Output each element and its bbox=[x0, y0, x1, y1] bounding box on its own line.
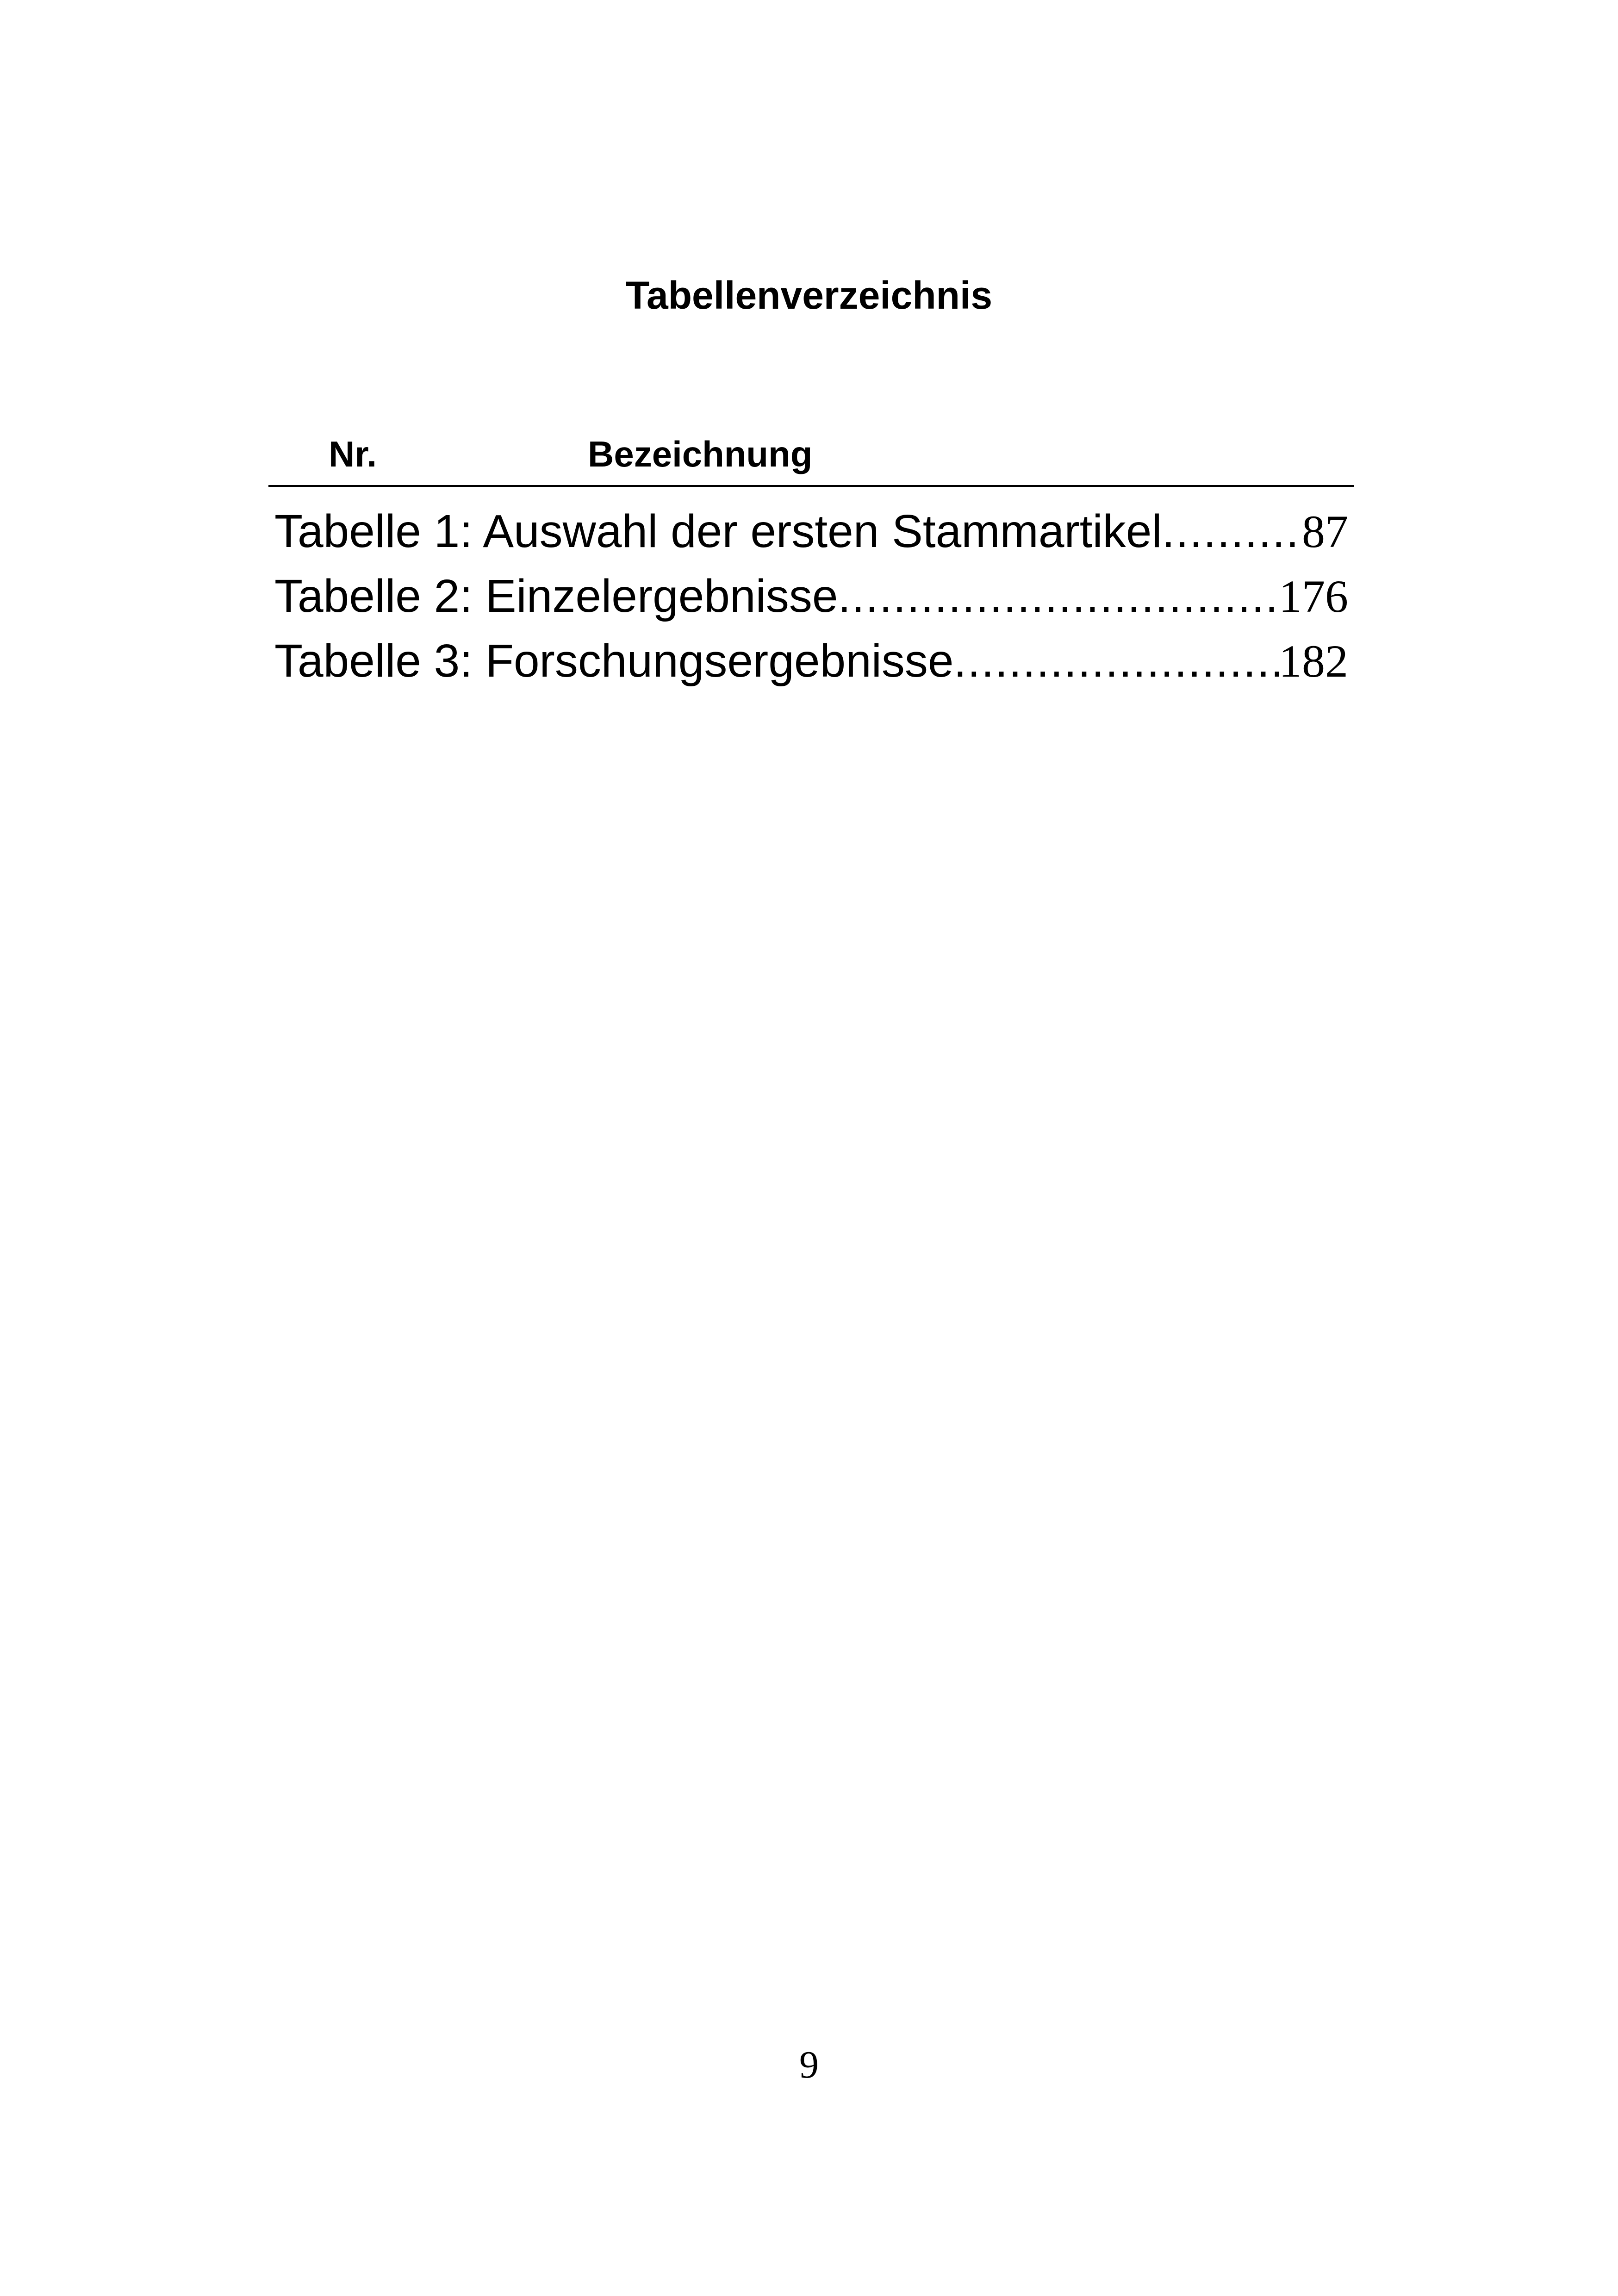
toc-entry[interactable] bbox=[274, 628, 1348, 693]
page-number: 9 bbox=[799, 2043, 819, 2086]
toc-header bbox=[268, 431, 1354, 487]
toc-entry-page: 182 bbox=[1279, 635, 1348, 687]
toc-entry-label: Tabelle 2: Einzelergebnisse bbox=[274, 570, 838, 622]
dot-leader bbox=[954, 628, 1279, 693]
toc-entry[interactable] bbox=[274, 564, 1348, 628]
toc-entry-label: Tabelle 3: Forschungsergebnisse bbox=[274, 635, 954, 687]
page-title: Tabellenverzeichnis bbox=[625, 274, 993, 317]
toc-entries bbox=[268, 499, 1354, 693]
toc-entry[interactable] bbox=[274, 499, 1348, 564]
table-of-tables bbox=[268, 431, 1354, 693]
toc-entry-label: Tabelle 1: Auswahl der ersten Stammartikel bbox=[274, 505, 1162, 557]
column-header-bezeichnung: Bezeichnung bbox=[588, 434, 813, 474]
column-header-nr: Nr. bbox=[329, 434, 377, 474]
dot-leader bbox=[838, 564, 1279, 628]
dot-leader bbox=[1162, 499, 1302, 564]
toc-entry-page: 87 bbox=[1302, 506, 1348, 557]
toc-entry-page: 176 bbox=[1279, 571, 1348, 622]
